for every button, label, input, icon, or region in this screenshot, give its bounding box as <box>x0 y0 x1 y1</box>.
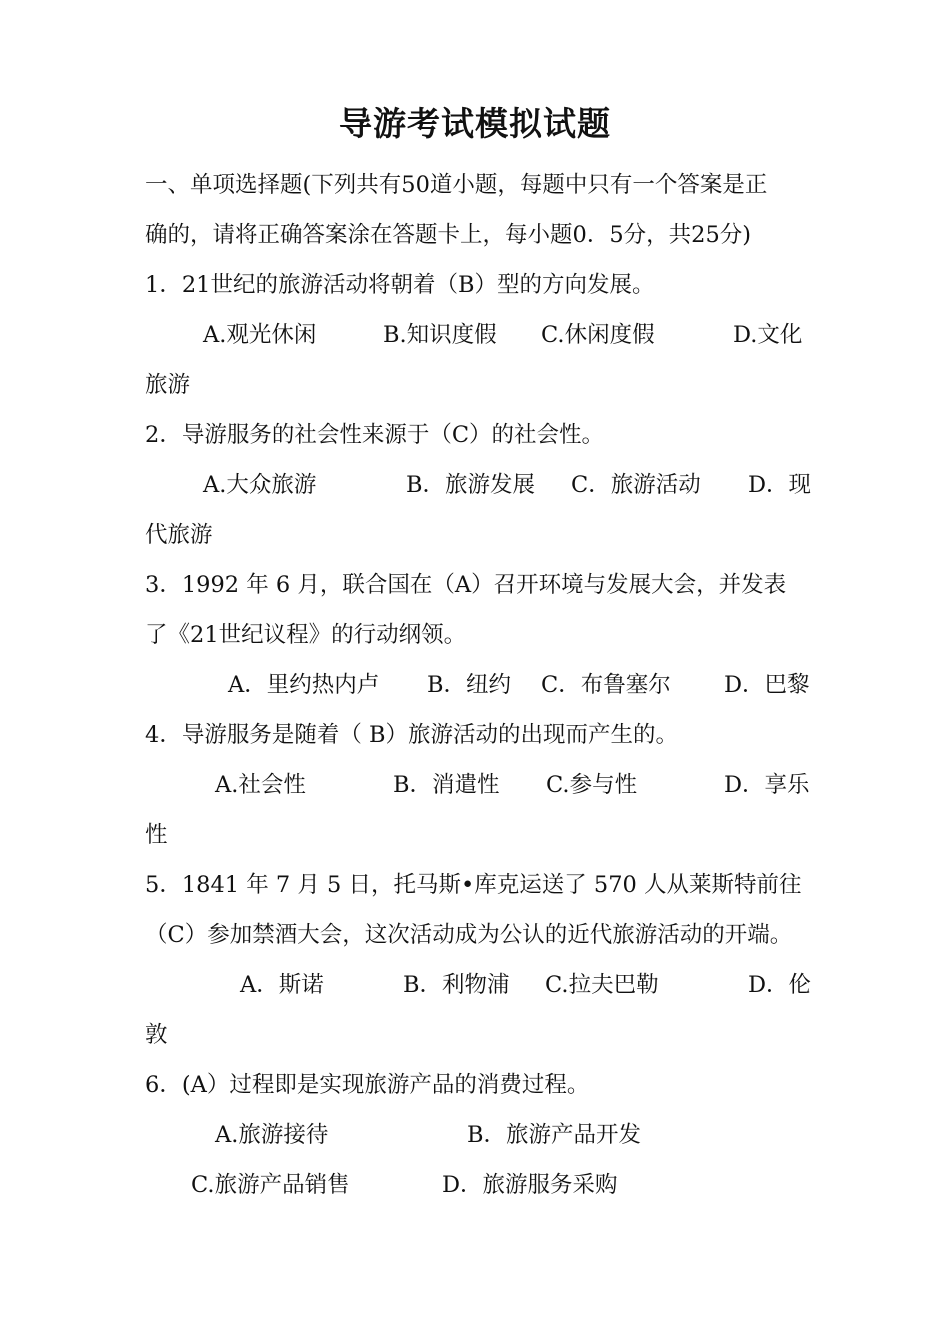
question-1-option-a: A.观光休闲 <box>203 322 317 348</box>
question-5-option-d-wrap: 敦 <box>145 1022 168 1048</box>
question-4-option-c: C.参与性 <box>546 772 638 798</box>
question-3-stem-line-1: 3．1992 年 6 月，联合国在（A）召开环境与发展大会，并发表 <box>145 572 787 598</box>
question-6-option-b: B．旅游产品开发 <box>467 1122 642 1148</box>
question-2-option-a: A.大众旅游 <box>203 472 317 498</box>
question-5-stem-line-1: 5．1841 年 7 月 5 日，托马斯•库克运送了 570 人从莱斯特前往 <box>145 872 802 898</box>
question-6-option-d: D．旅游服务采购 <box>442 1172 618 1198</box>
question-5-stem-line-2: （C）参加禁酒大会，这次活动成为公认的近代旅游活动的开端。 <box>145 922 793 948</box>
question-3-option-c: C．布鲁塞尔 <box>541 672 671 698</box>
question-4-option-a: A.社会性 <box>215 772 306 798</box>
question-3-option-d: D．巴黎 <box>724 672 810 698</box>
question-1-option-d-wrap: 旅游 <box>145 372 191 398</box>
question-1-option-d: D.文化 <box>733 322 803 348</box>
question-3-stem-line-2: 了《21世纪议程》的行动纲领。 <box>145 622 467 648</box>
question-6-option-a: A.旅游接待 <box>215 1122 329 1148</box>
question-5-option-b: B．利物浦 <box>403 972 510 998</box>
question-4-option-d-wrap: 性 <box>145 822 168 848</box>
question-3-option-a: A．里约热内卢 <box>228 672 380 698</box>
question-2-stem: 2．导游服务的社会性来源于（C）的社会性。 <box>145 422 605 448</box>
question-3-option-b: B．纽约 <box>427 672 512 698</box>
document-title: 导游考试模拟试题 <box>339 104 611 143</box>
question-5-option-d: D．伦 <box>748 972 812 998</box>
question-4-option-b: B．消遣性 <box>393 772 500 798</box>
question-1-option-c: C.休闲度假 <box>541 322 655 348</box>
question-4-stem: 4．导游服务是随着（ B）旅游活动的出现而产生的。 <box>145 722 679 748</box>
section-header-line-2: 确的，请将正确答案涂在答题卡上，每小题0．5分，共25分) <box>145 222 752 248</box>
question-2-option-d: D．现 <box>748 472 812 498</box>
question-2-option-c: C．旅游活动 <box>571 472 701 498</box>
question-1-option-b: B.知识度假 <box>383 322 497 348</box>
question-4-option-d: D．享乐 <box>724 772 810 798</box>
question-5-option-a: A．斯诺 <box>240 972 324 998</box>
section-header-line-1: 一、单项选择题(下列共有50道小题，每题中只有一个答案是正 <box>145 172 768 198</box>
question-2-option-b: B．旅游发展 <box>406 472 536 498</box>
question-6-option-c: C.旅游产品销售 <box>191 1172 350 1198</box>
question-5-option-c: C.拉夫巴勒 <box>545 972 659 998</box>
question-1-stem: 1．21世纪的旅游活动将朝着（B）型的方向发展。 <box>145 272 655 298</box>
question-6-stem: 6．(A）过程即是实现旅游产品的消费过程。 <box>145 1072 590 1098</box>
question-2-option-d-wrap: 代旅游 <box>145 522 213 548</box>
